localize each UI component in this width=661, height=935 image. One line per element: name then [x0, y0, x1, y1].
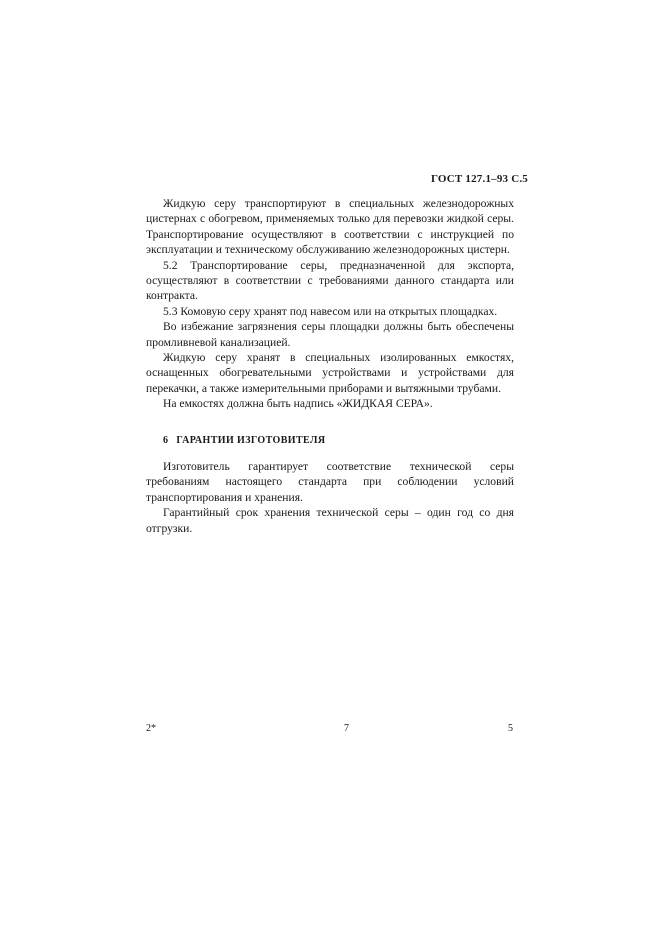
footer-signature-mark: 2*	[146, 723, 156, 734]
paragraph: Во избежание загрязнения серы площадки должны быть обеспечены промливневой канализацией.	[146, 320, 514, 349]
section-6-heading	[163, 435, 325, 446]
paragraph: 5.3 Комовую серу хранят под навесом или на открытых площадках.	[163, 304, 498, 318]
section-title: ГАРАНТИИ ИЗГОТОВИТЕЛЯ	[176, 435, 326, 446]
paragraph: На емкостях должна быть надпись «ЖИДКАЯ СЕРА».	[163, 397, 433, 411]
section-6-body	[146, 459, 514, 536]
paragraph: 5.2 Транспортирование серы, предназначенной для экспорта, осуществляют в соответствии с требованиями данного стандарта или контракта.	[146, 258, 514, 303]
page-number: 5	[508, 723, 513, 734]
section-5-body	[146, 196, 514, 412]
paragraph: Изготовитель гарантирует соответствие технической серы требованиям настоящего стандарта при соблюдении условий транспортирования и хранения.	[146, 460, 514, 504]
section-number: 6	[163, 435, 169, 446]
document-header-code: ГОСТ 127.1–93 С.5	[430, 173, 528, 185]
paragraph: Гарантийный срок хранения технической серы – один год со дня отгрузки.	[146, 506, 514, 535]
footer-center-number: 7	[344, 723, 349, 734]
paragraph: Жидкую серу хранят в специальных изолированных емкостях, оснащенных обогревательными устройствами и устройствами для перекачки, а также измерительными приборами и вытяжными трубами.	[146, 351, 514, 395]
paragraph: Жидкую серу транспортируют в специальных железнодорожных цистернах с обогревом, применяемых только для перевозки жидкой серы. Транспортирование осуществляют в соответствии с инструкцией по эксплуатации и техническому обслуживанию железнодорожных цистерн.	[146, 197, 514, 257]
